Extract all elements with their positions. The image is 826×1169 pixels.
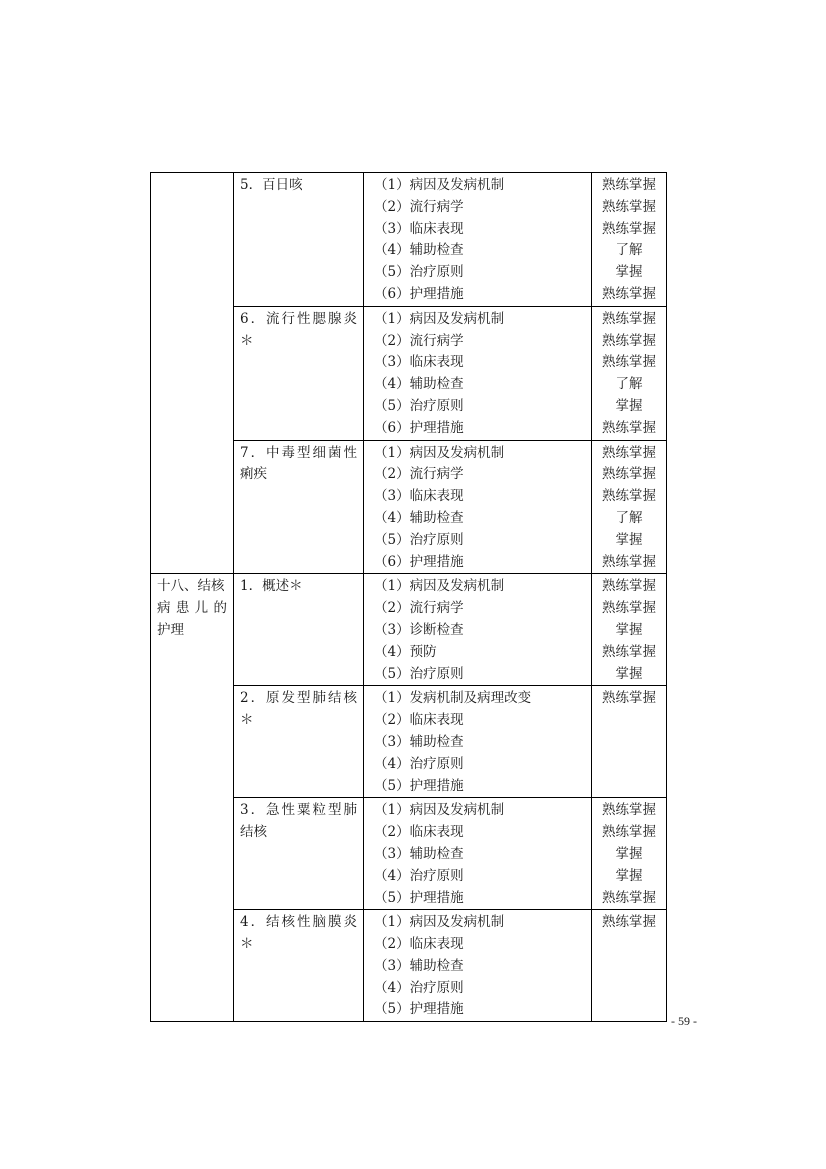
item-line: （1）病因及发病机制 — [374, 802, 505, 819]
item-line: （4）辅助检查 — [374, 376, 464, 393]
topic-cell — [234, 910, 364, 1022]
item-line: （3）临床表现 — [374, 220, 464, 237]
item-line: （6）护理措施 — [374, 285, 464, 302]
level-line: 熟练掌握 — [602, 177, 656, 193]
topic-line: 痢疾 — [240, 466, 267, 483]
item-line: （4）预防 — [374, 643, 437, 660]
topic-cell — [234, 574, 364, 686]
topic-line: ＊ — [240, 712, 254, 729]
item-line: （5）护理措施 — [374, 777, 464, 794]
level-line: 熟练掌握 — [602, 285, 656, 302]
items-cell — [364, 686, 592, 798]
level-line: 掌握 — [615, 531, 643, 548]
level-cell — [592, 306, 667, 440]
level-line: 掌握 — [615, 867, 643, 884]
table-row — [151, 574, 667, 686]
item-line: （3）诊断检查 — [374, 621, 464, 638]
items-cell — [364, 440, 592, 574]
level-line: 掌握 — [615, 665, 643, 682]
section-cell — [151, 173, 234, 574]
level-line: 熟练掌握 — [602, 802, 656, 819]
item-line: （6）护理措施 — [374, 419, 464, 436]
level-line: 熟练掌握 — [602, 444, 656, 461]
items-cell — [364, 173, 592, 307]
topic-line: 1．概述＊ — [240, 578, 303, 595]
items-cell — [364, 574, 592, 686]
section-line: 十八、结核 — [157, 578, 225, 595]
syllabus-table — [150, 172, 667, 1022]
level-line: 掌握 — [615, 264, 643, 281]
level-cell — [592, 686, 667, 798]
item-line: （4）辅助检查 — [374, 509, 464, 526]
items-cell — [364, 798, 592, 910]
level-line: 掌握 — [615, 397, 643, 414]
topic-cell — [234, 173, 364, 307]
level-line: 掌握 — [615, 845, 643, 862]
level-line: 熟练掌握 — [602, 578, 656, 595]
level-line: 了解 — [615, 376, 643, 393]
item-line: （5）治疗原则 — [374, 264, 464, 281]
topic-line: ＊ — [240, 936, 254, 953]
item-line: （1）病因及发病机制 — [374, 578, 505, 595]
topic-line: 5．百日咳 — [240, 177, 303, 193]
topic-line: ＊ — [240, 332, 254, 349]
level-line: 掌握 — [615, 621, 643, 638]
level-line: 熟练掌握 — [602, 198, 656, 215]
item-line: （5）治疗原则 — [374, 665, 464, 682]
item-line: （5）治疗原则 — [374, 397, 464, 414]
item-line: （4）治疗原则 — [374, 755, 464, 772]
level-line: 了解 — [615, 242, 643, 259]
table-row — [151, 173, 667, 307]
level-line: 熟练掌握 — [602, 553, 656, 570]
item-line: （1）发病机制及病理改变 — [374, 690, 532, 707]
level-line: 了解 — [615, 509, 643, 526]
level-line: 熟练掌握 — [602, 690, 656, 707]
topic-line: 结核 — [240, 824, 267, 841]
level-line: 熟练掌握 — [602, 419, 656, 436]
topic-line: 3．急性粟粒型肺 — [240, 802, 357, 819]
section-line: 病患儿的 — [157, 600, 227, 617]
level-line: 熟练掌握 — [602, 643, 656, 660]
item-line: （2）临床表现 — [374, 824, 464, 841]
item-line: （3）辅助检查 — [374, 957, 464, 974]
level-cell — [592, 173, 667, 307]
item-line: （1）病因及发病机制 — [374, 310, 505, 327]
topic-line: 2．原发型肺结核 — [240, 690, 357, 707]
item-line: （1）病因及发病机制 — [374, 914, 505, 931]
section-line: 护理 — [157, 621, 184, 638]
section-cell — [151, 574, 234, 1022]
items-cell — [364, 306, 592, 440]
item-line: （4）辅助检查 — [374, 242, 464, 259]
item-line: （2）流行病学 — [374, 198, 464, 215]
topic-line: 4．结核性脑膜炎 — [240, 914, 357, 931]
level-line: 熟练掌握 — [602, 466, 656, 483]
level-line: 熟练掌握 — [602, 354, 656, 371]
page-number: - 59 - — [671, 1014, 697, 1028]
level-line: 熟练掌握 — [602, 889, 656, 906]
item-line: （5）护理措施 — [374, 889, 464, 906]
level-line: 熟练掌握 — [602, 914, 656, 931]
item-line: （4）治疗原则 — [374, 979, 464, 996]
topic-line: 7．中毒型细菌性 — [240, 444, 357, 461]
item-line: （2）流行病学 — [374, 332, 464, 349]
item-line: （3）辅助检查 — [374, 845, 464, 862]
level-cell — [592, 440, 667, 574]
item-line: （2）流行病学 — [374, 466, 464, 483]
items-cell — [364, 910, 592, 1022]
item-line: （3）临床表现 — [374, 488, 464, 505]
item-line: （2）流行病学 — [374, 600, 464, 617]
topic-line: 6．流行性腮腺炎 — [240, 310, 357, 327]
topic-cell — [234, 798, 364, 910]
item-line: （4）治疗原则 — [374, 867, 464, 884]
level-cell — [592, 574, 667, 686]
level-line: 熟练掌握 — [602, 332, 656, 349]
item-line: （3）临床表现 — [374, 354, 464, 371]
item-line: （5）治疗原则 — [374, 531, 464, 548]
topic-cell — [234, 686, 364, 798]
item-line: （2）临床表现 — [374, 936, 464, 953]
level-cell — [592, 910, 667, 1022]
item-line: （2）临床表现 — [374, 712, 464, 729]
item-line: （5）护理措施 — [374, 1001, 464, 1018]
level-line: 熟练掌握 — [602, 488, 656, 505]
level-line: 熟练掌握 — [602, 600, 656, 617]
topic-cell — [234, 440, 364, 574]
level-cell — [592, 798, 667, 910]
level-line: 熟练掌握 — [602, 824, 656, 841]
topic-cell — [234, 306, 364, 440]
item-line: （1）病因及发病机制 — [374, 177, 505, 193]
item-line: （1）病因及发病机制 — [374, 444, 505, 461]
level-line: 熟练掌握 — [602, 220, 656, 237]
level-line: 熟练掌握 — [602, 310, 656, 327]
item-line: （3）辅助检查 — [374, 733, 464, 750]
item-line: （6）护理措施 — [374, 553, 464, 570]
